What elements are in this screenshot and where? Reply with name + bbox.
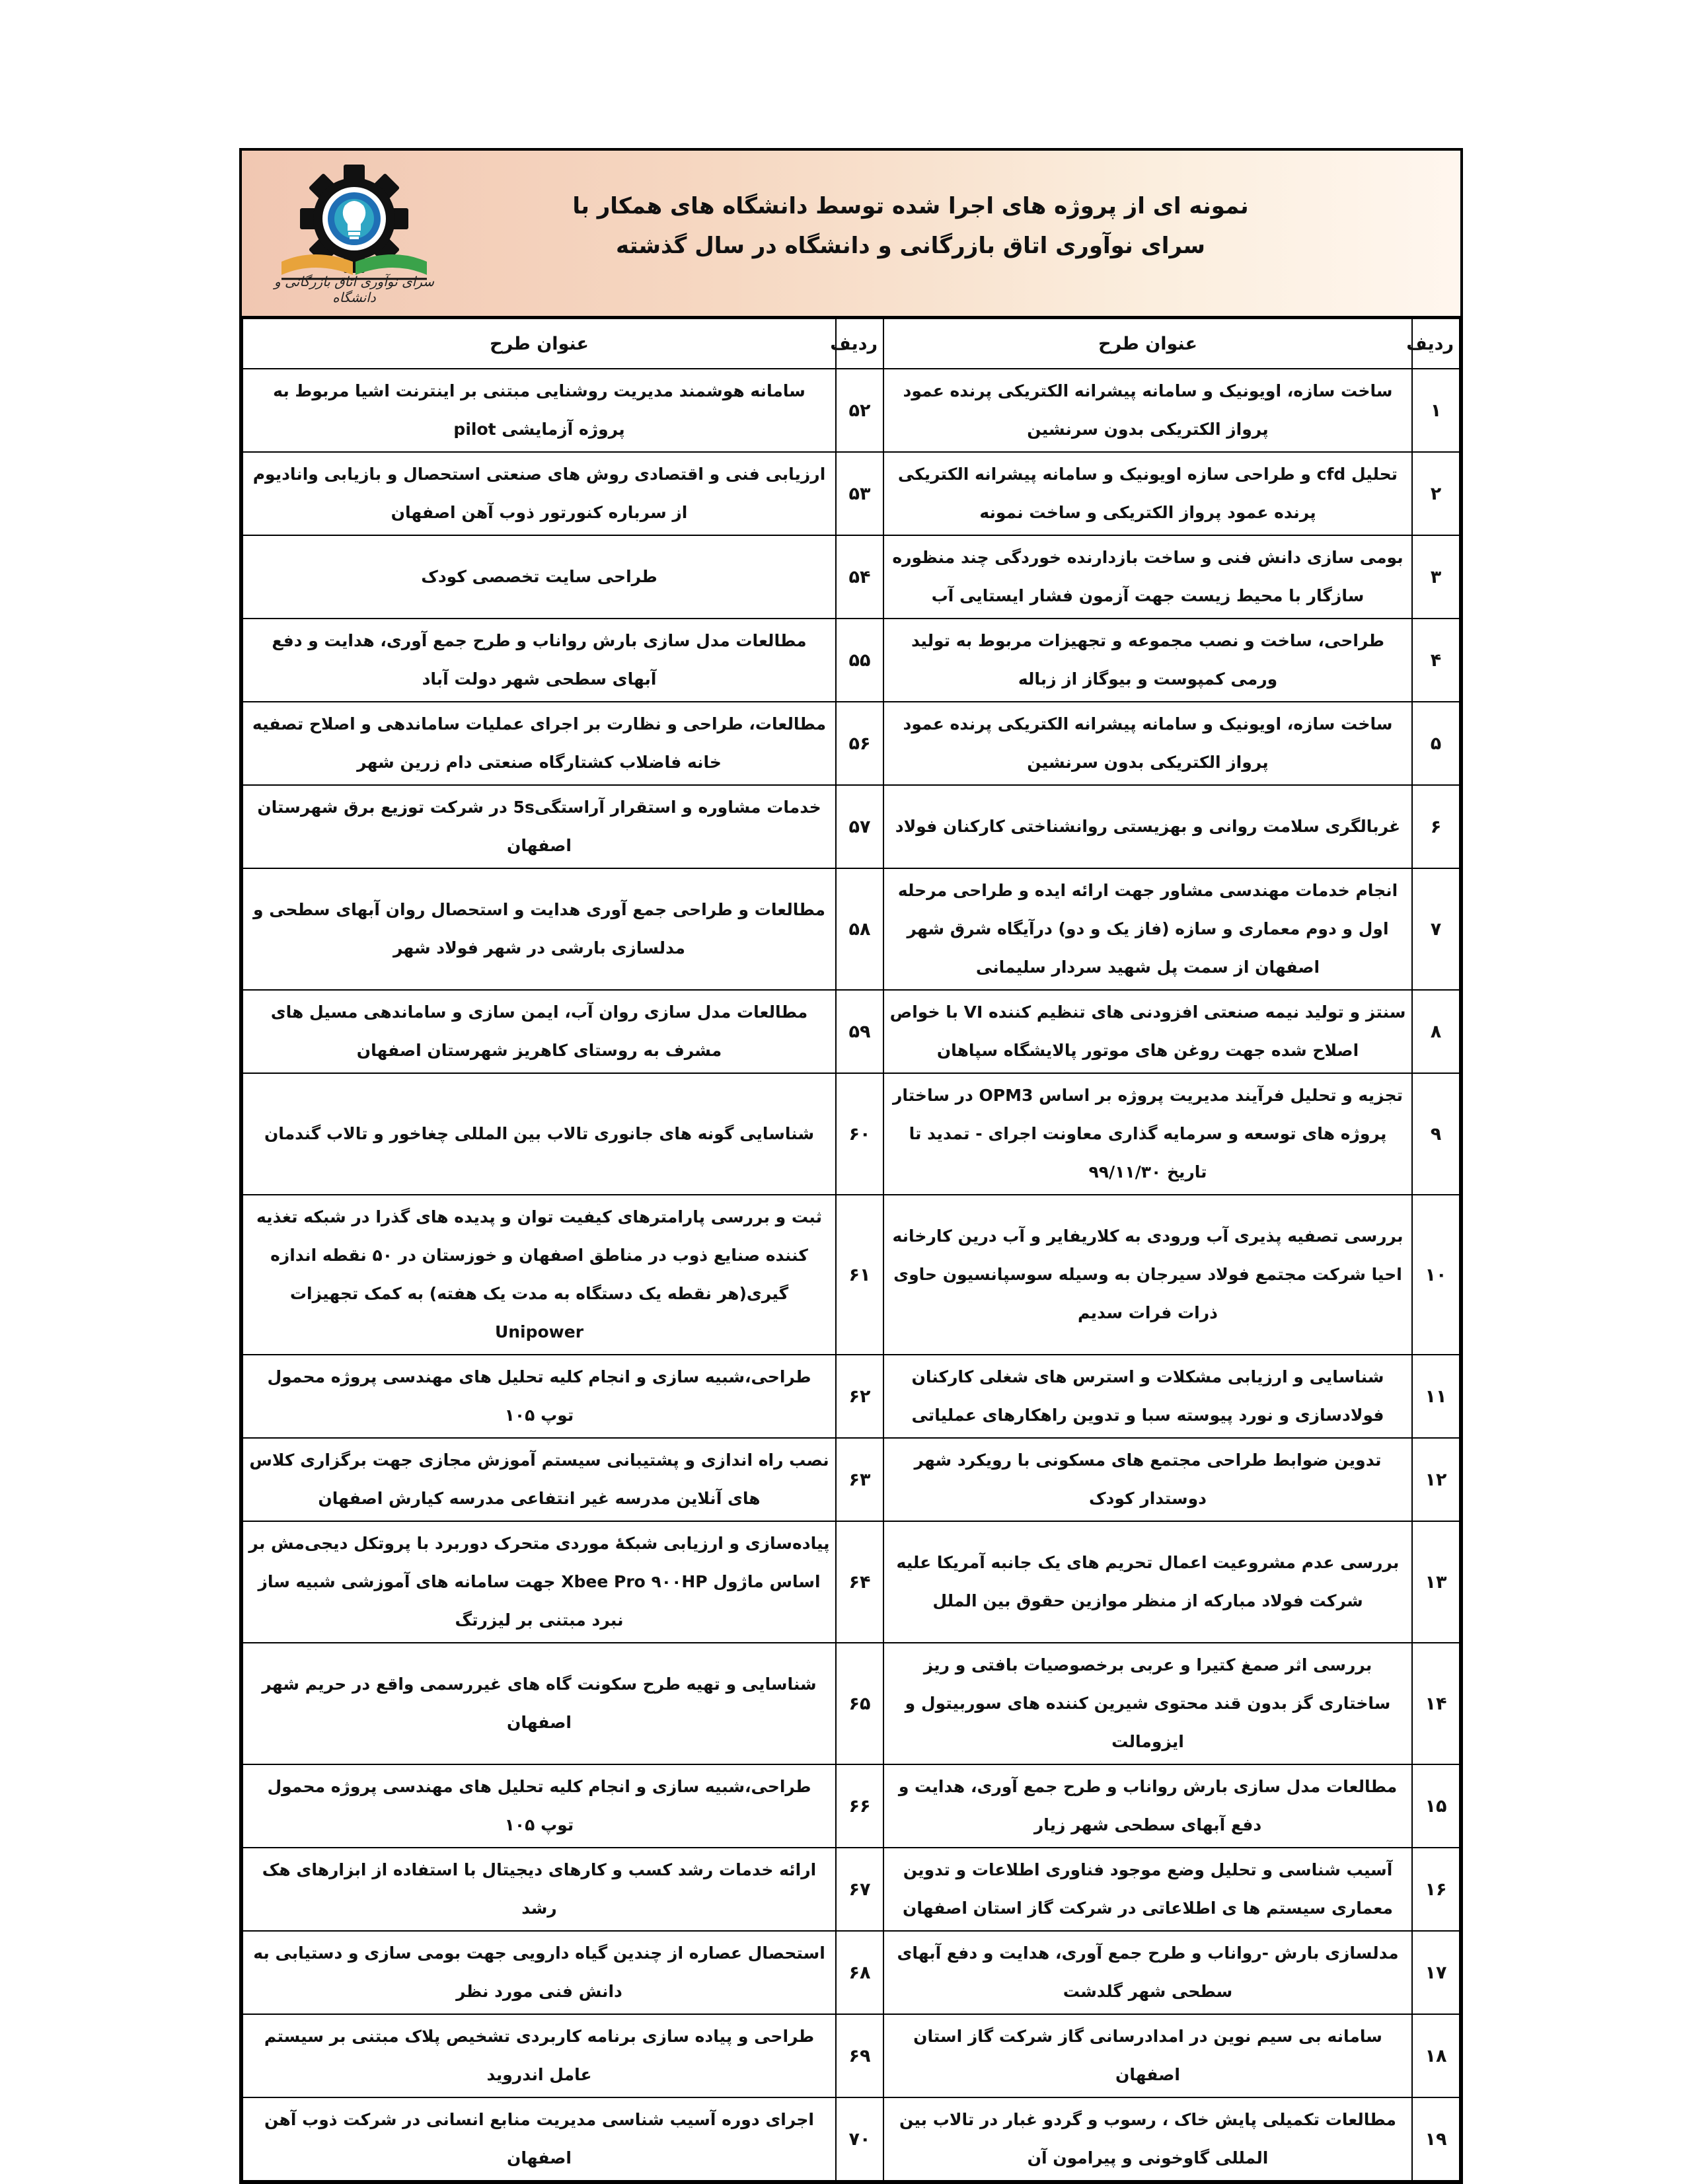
row-number-left: ۶۵ xyxy=(836,1643,883,1764)
row-number-header: ردیف xyxy=(836,319,883,369)
project-title-left: مطالعات مدل سازی بارش رواناب و طرح جمع آوری، هدایت و دفع آبهای سطحی شهر دولت آباد xyxy=(243,619,836,702)
table-row xyxy=(243,535,1460,619)
table-header-row xyxy=(243,319,1460,369)
row-number-right: ۷ xyxy=(1412,868,1460,990)
table-row xyxy=(243,1438,1460,1521)
row-number-right: ۱۸ xyxy=(1412,2014,1460,2097)
row-number-right: ۱۴ xyxy=(1412,1643,1460,1764)
row-number-right: ۴ xyxy=(1412,619,1460,702)
row-number-left: ۶۸ xyxy=(836,1931,883,2014)
table-row xyxy=(243,369,1460,452)
project-title-right: مطالعات مدل سازی بارش رواناب و طرح جمع آوری، هدایت و دفع آبهای سطحی شهر زیار xyxy=(883,1764,1412,1848)
title-line-1: نمونه ای از پروژه های اجرا شده توسط دانشگاه های همکار با xyxy=(572,193,1249,219)
table-row xyxy=(243,1521,1460,1643)
row-number-left: ۶۷ xyxy=(836,1848,883,1931)
row-number-right: ۸ xyxy=(1412,990,1460,1073)
table-row xyxy=(243,1073,1460,1195)
row-number-right: ۱۳ xyxy=(1412,1521,1460,1643)
table-row xyxy=(243,2014,1460,2097)
logo-caption: سرای نوآوری اتاق بازرگانی و دانشگاه xyxy=(274,274,435,305)
project-title-right: بررسی اثر صمغ کتیرا و عربی برخصوصیات بافتی و ریز ساختاری گز بدون قند محتوی شیرین کننده های سوربیتول و ایزومالت xyxy=(883,1643,1412,1764)
document-frame xyxy=(239,148,1463,2184)
row-number-left: ۶۲ xyxy=(836,1355,883,1438)
table-row xyxy=(243,990,1460,1073)
row-number-left: ۵۴ xyxy=(836,535,883,619)
row-number-right: ۶ xyxy=(1412,785,1460,868)
row-number-left: ۷۰ xyxy=(836,2097,883,2181)
projects-table xyxy=(242,318,1460,2181)
project-title-left: خدمات مشاوره و استقرار آراستگی5s در شرکت توزیع برق شهرستان اصفهان xyxy=(243,785,836,868)
projects-table-body xyxy=(243,369,1460,2181)
row-number-right: ۲ xyxy=(1412,452,1460,535)
project-title-right: بومی سازی دانش فنی و ساخت بازدارنده خوردگی چند منظوره سازگار با محیط زیست جهت آزمون فشار ایستایی آب xyxy=(883,535,1412,619)
project-title-right: انجام خدمات مهندسی مشاور جهت ارائه ایده و طراحی مرحله اول و دوم معماری و سازه (فاز یک و دو) درآیگاه شرق شهر اصفهان از سمت پل شهید سردار سلیمانی xyxy=(883,868,1412,990)
row-number-left: ۵۷ xyxy=(836,785,883,868)
project-title-right: سامانه بی سیم نوین در امدادرسانی گاز شرکت گاز استان اصفهان xyxy=(883,2014,1412,2097)
table-row xyxy=(243,1848,1460,1931)
table-row xyxy=(243,619,1460,702)
row-number-left: ۶۰ xyxy=(836,1073,883,1195)
project-title-right: طراحی، ساخت و نصب مجموعه و تجهیزات مربوط به تولید ورمی کمپوست و بیوگاز از زباله xyxy=(883,619,1412,702)
table-row xyxy=(243,868,1460,990)
row-number-left: ۶۹ xyxy=(836,2014,883,2097)
project-title-right: بررسی عدم مشروعیت اعمال تحریم های یک جانبه آمریکا علیه شرکت فولاد مبارکه از منظر موازین حقوق بین الملل xyxy=(883,1521,1412,1643)
row-number-left: ۵۹ xyxy=(836,990,883,1073)
table-row xyxy=(243,2097,1460,2181)
row-number-right: ۵ xyxy=(1412,702,1460,785)
row-number-right: ۱۰ xyxy=(1412,1195,1460,1355)
row-number-right: ۱۵ xyxy=(1412,1764,1460,1848)
project-title-left: استحصال عصاره از چندین گیاه دارویی جهت بومی سازی و دستیابی به دانش فنی مورد نظر xyxy=(243,1931,836,2014)
project-title-left: شناسایی گونه های جانوری تالاب بین المللی چغاخور و تالاب گندمان xyxy=(243,1073,836,1195)
row-number-right: ۳ xyxy=(1412,535,1460,619)
row-number-left: ۵۲ xyxy=(836,369,883,452)
row-number-right: ۱۹ xyxy=(1412,2097,1460,2181)
project-title-right: مطالعات تکمیلی پایش خاک ، رسوب و گردو غبار در تالاب بین المللی گاوخونی و پیرامون آن xyxy=(883,2097,1412,2181)
table-row xyxy=(243,1643,1460,1764)
project-title-left: ارزیابی فنی و اقتصادی روش های صنعتی استحصال و بازیابی وانادیوم از سرباره کنورتور ذوب آهن اصفهان xyxy=(243,452,836,535)
project-title-left: طراحی و پیاده سازی برنامه کاربردی تشخیص پلاک مبتنی بر سیستم عامل اندروید xyxy=(243,2014,836,2097)
document-title xyxy=(519,186,1302,266)
project-title-left: پیاده‌سازی و ارزیابی شبکهٔ موردی متحرک دوربرد با پروتکل دیجی‌مش بر اساس ماژول Xbee Pro ۹۰۰HP جهت سامانه های آموزشی شبیه ساز نبرد مبتنی بر لیزرتگ xyxy=(243,1521,836,1643)
project-title-left: مطالعات و طراحی جمع آوری هدایت و استحصال روان آبهای سطحی و مدلسازی بارشی در شهر فولاد شهر xyxy=(243,868,836,990)
project-title-right: تجزیه و تحلیل فرآیند مدیریت پروژه بر اساس OPM3 در ساختار پروژه های توسعه و سرمایه گذاری معاونت اجرای - تمدید تا تاریخ ۹۹/۱۱/۳۰ xyxy=(883,1073,1412,1195)
row-number-right: ۱۷ xyxy=(1412,1931,1460,2014)
row-number-left: ۵۳ xyxy=(836,452,883,535)
innovation-house-logo xyxy=(268,163,440,309)
table-row xyxy=(243,1195,1460,1355)
project-title-left: شناسایی و تهیه طرح سکونت گاه های غیررسمی واقع در حریم شهر اصفهان xyxy=(243,1643,836,1764)
project-title-right: ساخت سازه، اویونیک و سامانه پیشرانه الکتریکی پرنده عمود پرواز الکتریکی بدون سرنشین xyxy=(883,369,1412,452)
project-title-right: تحلیل cfd و طراحی سازه اویونیک و سامانه پیشرانه الکتریکی پرنده عمود پرواز الکتریکی و ساخت نمونه xyxy=(883,452,1412,535)
row-number-right: ۱ xyxy=(1412,369,1460,452)
table-row xyxy=(243,1355,1460,1438)
row-number-left: ۶۴ xyxy=(836,1521,883,1643)
project-title-right: بررسی تصفیه پذیری آب ورودی به کلاریفایر و آب درین کارخانه احیا شرکت مجتمع فولاد سیرجان به وسیله سوسپانسیون حاوی ذرات فرات سدیم xyxy=(883,1195,1412,1355)
project-title-left: ارائه خدمات رشد کسب و کارهای دیجیتال با استفاده از ابزارهای هک رشد xyxy=(243,1848,836,1931)
table-row xyxy=(243,1931,1460,2014)
row-number-right: ۹ xyxy=(1412,1073,1460,1195)
row-number-left: ۶۱ xyxy=(836,1195,883,1355)
project-title-right: ساخت سازه، اویونیک و سامانه پیشرانه الکتریکی پرنده عمود پرواز الکتریکی بدون سرنشین xyxy=(883,702,1412,785)
project-title-right: مدلسازی بارش -رواناب و طرح جمع آوری، هدایت و دفع آبهای سطحی شهر گلدشت xyxy=(883,1931,1412,2014)
row-number-right: ۱۲ xyxy=(1412,1438,1460,1521)
gear-bulb-icon xyxy=(268,163,440,288)
row-number-left: ۶۶ xyxy=(836,1764,883,1848)
project-title-left: مطالعات، طراحی و نظارت بر اجرای عملیات ساماندهی و اصلاح تصفیه خانه فاضلاب کشتارگاه صنعتی دام زرین شهر xyxy=(243,702,836,785)
project-title-left: مطالعات مدل سازی روان آب، ایمن سازی و ساماندهی مسیل های مشرف به روستای کاهریز شهرستان اصفهان xyxy=(243,990,836,1073)
table-row xyxy=(243,1764,1460,1848)
project-title-right: شناسایی و ارزیابی مشکلات و استرس های شغلی کارکنان فولادسازی و نورد پیوسته سبا و تدوین راهکارهای عملیاتی xyxy=(883,1355,1412,1438)
row-number-left: ۶۳ xyxy=(836,1438,883,1521)
table-row xyxy=(243,702,1460,785)
project-title-left: اجرای دوره آسیب شناسی مدیریت منابع انسانی در شرکت ذوب آهن اصفهان xyxy=(243,2097,836,2181)
project-title-header: عنوان طرح xyxy=(883,319,1412,369)
project-title-left: نصب راه اندازی و پشتیبانی سیستم آموزش مجازی جهت برگزاری کلاس های آنلاین مدرسه غیر انتفاعی مدرسه کیارش اصفهان xyxy=(243,1438,836,1521)
row-number-left: ۵۸ xyxy=(836,868,883,990)
project-title-left: طراحی،شبیه سازی و انجام کلیه تحلیل های مهندسی پروژه محمول توپ ۱۰۵ xyxy=(243,1764,836,1848)
document-header xyxy=(242,151,1460,318)
project-title-right: غربالگری سلامت روانی و بهزیستی روانشناختی کارکنان فولاد xyxy=(883,785,1412,868)
row-number-header: ردیف xyxy=(1412,319,1460,369)
row-number-left: ۵۵ xyxy=(836,619,883,702)
project-title-left: سامانه هوشمند مدیریت روشنایی مبتنی بر اینترنت اشیا مربوط به پروژه آزمایشی pilot xyxy=(243,369,836,452)
row-number-left: ۵۶ xyxy=(836,702,883,785)
table-row xyxy=(243,785,1460,868)
table-row xyxy=(243,452,1460,535)
project-title-left: طراحی،شبیه سازی و انجام کلیه تحلیل های مهندسی پروژه محمول توپ ۱۰۵ xyxy=(243,1355,836,1438)
project-title-right: آسیب شناسی و تحلیل وضع موجود فناوری اطلاعات و تدوین معماری سیستم ها ی اطلاعاتی در شرکت گاز استان اصفهان xyxy=(883,1848,1412,1931)
project-title-left: طراحی سایت تخصصی کودک xyxy=(243,535,836,619)
row-number-right: ۱۱ xyxy=(1412,1355,1460,1438)
project-title-right: تدوین ضوابط طراحی مجتمع های مسکونی با رویکرد شهر دوستدار کودک xyxy=(883,1438,1412,1521)
project-title-right: سنتز و تولید نیمه صنعتی افزودنی های تنظیم کننده VI با خواص اصلاح شده جهت روغن های موتور پالایشگاه سپاهان xyxy=(883,990,1412,1073)
row-number-right: ۱۶ xyxy=(1412,1848,1460,1931)
project-title-left: ثبت و بررسی پارامترهای کیفیت توان و پدیده های گذرا در شبکه تغذیه کننده صنایع ذوب در مناطق اصفهان و خوزستان در ۵۰ نقطه اندازه گیری(هر نقطه یک دستگاه به مدت یک هفته) به کمک تجهیزات Unipower xyxy=(243,1195,836,1355)
title-line-2: سرای نوآوری اتاق بازرگانی و دانشگاه در سال گذشته xyxy=(616,233,1205,259)
project-title-header: عنوان طرح xyxy=(243,319,836,369)
